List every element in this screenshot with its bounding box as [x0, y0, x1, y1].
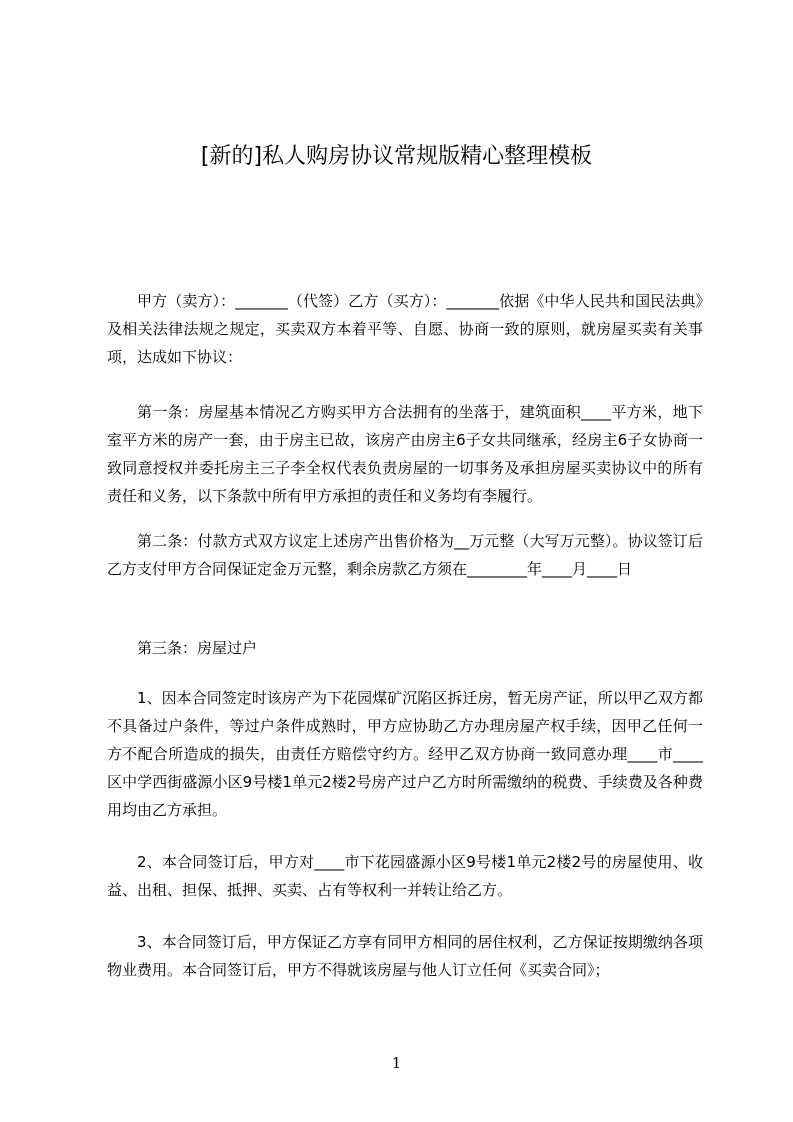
paragraph-article-3-heading: 第三条：房屋过户 [137, 639, 258, 657]
paragraph-clause-3: 3、本合同签订后，甲方保证乙方享有同甲方相同的居住权利，乙方保证按期缴纳各项物业费用。本合同签订后，甲方不得就该房屋与他人订立任何《买卖合同》； [107, 933, 703, 979]
paragraph-article-1: 第一条：房屋基本情况乙方购买甲方合法拥有的坐落于，建筑面积____平方米，地下室平方米的房产一套，由于房主已故，该房产由房主6子女共同继承，经房主6子女协商一致同意授权并委托房主三子李全权代表负责房屋的一切事务及承担房屋买卖协议中的所有责任和义务，以下条款中所有甲方承担的责任和义务均有李履行。 [107, 403, 703, 505]
paragraph-article-2: 第二条：付款方式双方议定上述房产出售价格为__万元整（大写万元整）。协议签订后乙方支付甲方合同保证定金万元整，剩余房款乙方须在________年____月____日 [107, 532, 703, 578]
paragraph-clause-2: 2、本合同签订后，甲方对____市下花园盛源小区9号楼1单元2楼2号的房屋使用、收益、出租、担保、抵押、买卖、占有等权利一并转让给乙方。 [107, 853, 703, 899]
paragraph-clause-1: 1、因本合同签定时该房产为下花园煤矿沉陷区拆迁房，暂无房产证，所以甲乙双方都不具备过户条件，等过户条件成熟时，甲方应协助乙方办理房屋产权手续，因甲乙任何一方不配合所造成的损失，由责任方赔偿守约方。经甲乙双方协商一致同意办理____市____区中学西街盛源小区9号楼1单元2楼2号房产过户乙方时所需缴纳的税费、手续费及各种费用均由乙方承担。 [107, 689, 703, 819]
document-title: [新的]私人购房协议常规版精心整理模板 [200, 144, 593, 169]
page-number: 1 [391, 1054, 402, 1072]
paragraph-preamble: 甲方（卖方）：_______（代签）乙方（买方）：_______依据《中华人民共和国民法典》及相关法律法规之规定，买卖双方本着平等、自愿、协商一致的原则，就房屋买卖有关事项，达成如下协议： [107, 292, 703, 366]
